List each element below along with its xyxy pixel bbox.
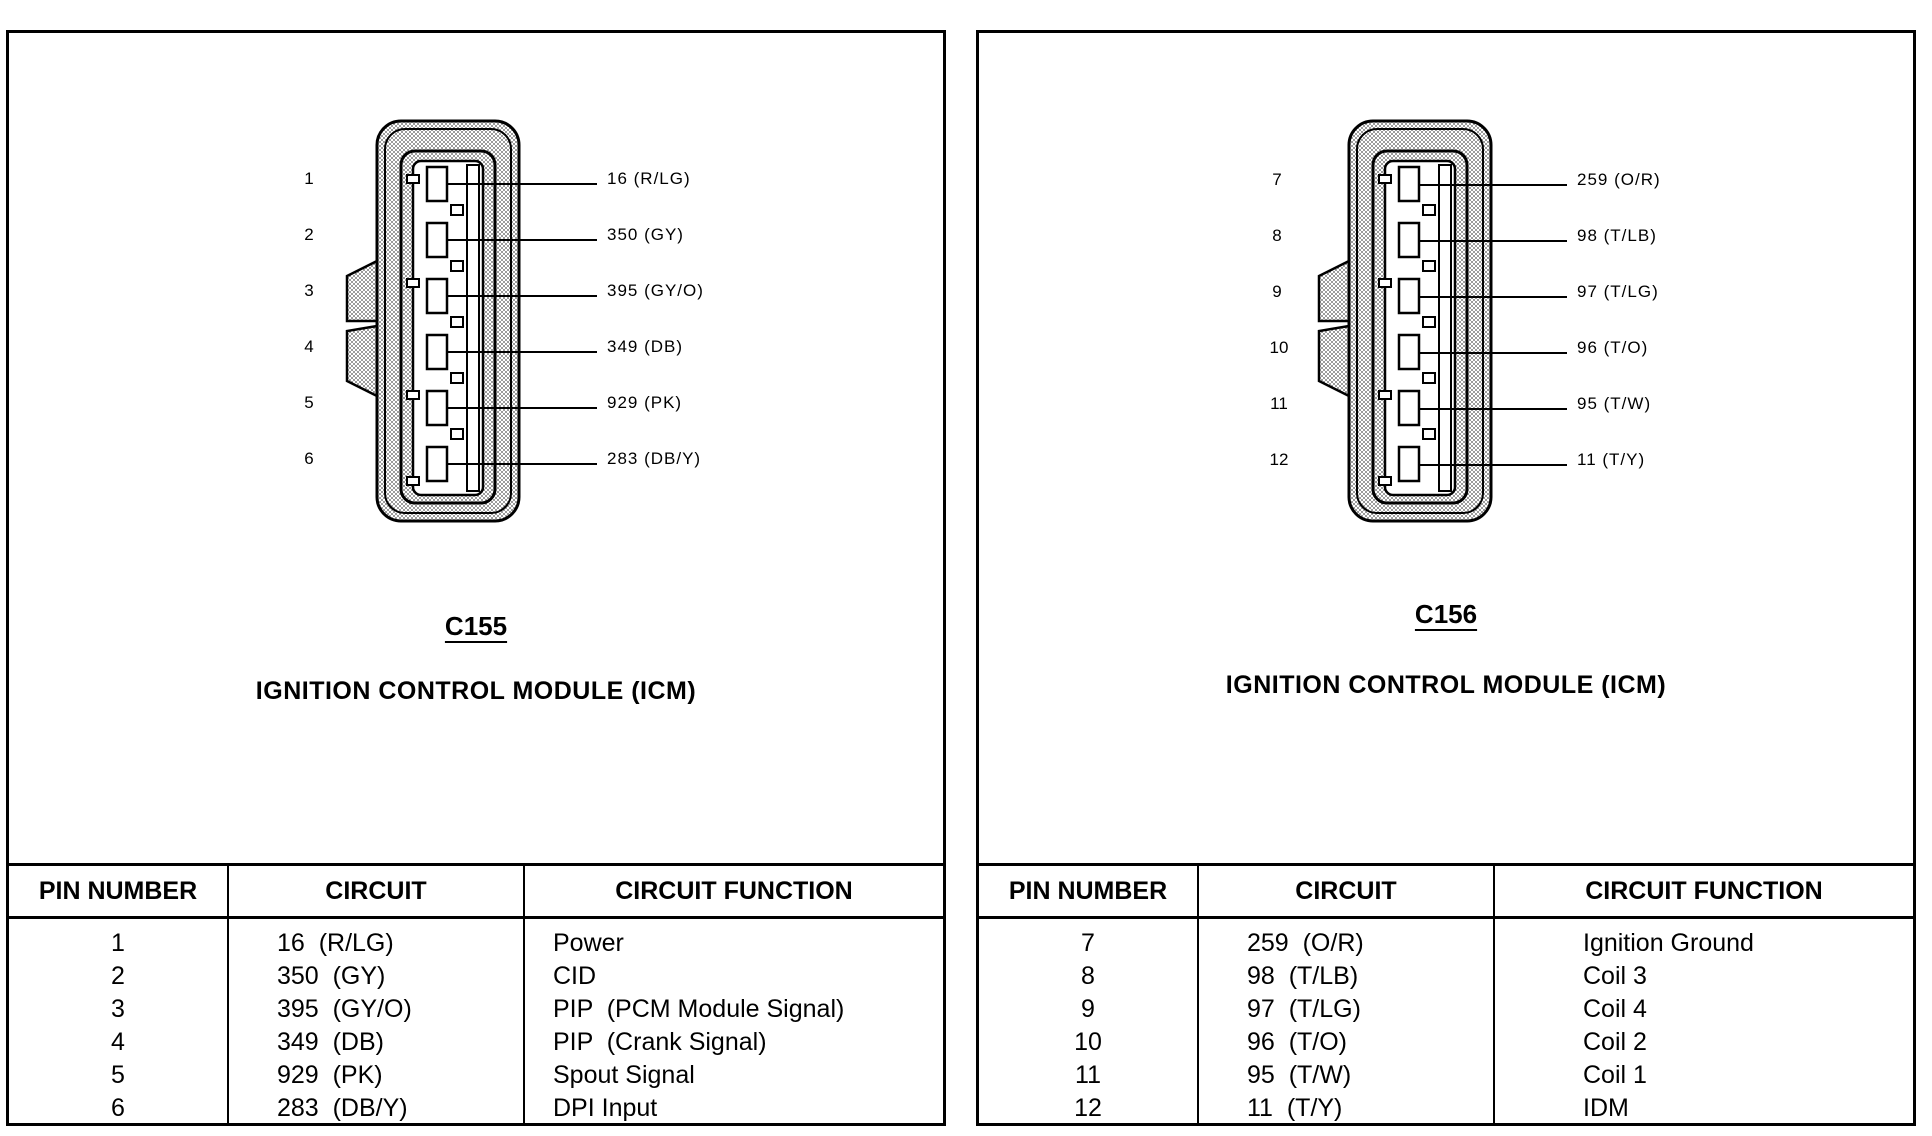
table-cell: 11 [1075, 1061, 1101, 1089]
wire-label: 97 (T/LG) [1577, 282, 1659, 301]
wire-label: 929 (PK) [607, 393, 683, 412]
table-cell: 7 [1081, 929, 1095, 957]
pin-number: 1 [304, 169, 314, 188]
wire-label: 283 (DB/Y) [607, 449, 702, 468]
column-header: CIRCUIT FUNCTION [524, 865, 943, 918]
table-cell: 16 (R/LG) [277, 929, 394, 957]
function-column [1494, 918, 1913, 1126]
table-cell: 349 (DB) [277, 1028, 384, 1056]
wire-label: 95 (T/W) [1577, 394, 1652, 413]
table-cell: Coil 1 [1583, 1061, 1647, 1089]
column-header: PIN NUMBER [979, 865, 1198, 918]
connector-panel-c156 [976, 30, 1916, 1126]
column-header: CIRCUIT [228, 865, 524, 918]
column-header: PIN NUMBER [9, 865, 228, 918]
connector-diagram-c155 [9, 33, 943, 863]
table-cell: 3 [111, 995, 125, 1023]
module-title: IGNITION CONTROL MODULE (ICM) [1225, 671, 1667, 699]
wire-label: 16 (R/LG) [607, 169, 691, 188]
table-cell: 283 (DB/Y) [277, 1094, 408, 1122]
pin-column [979, 918, 1198, 1126]
table-cell: Coil 2 [1583, 1028, 1647, 1056]
module-title: IGNITION CONTROL MODULE (ICM) [255, 677, 697, 705]
table-cell: 259 (O/R) [1247, 929, 1364, 957]
table-cell: 97 (T/LG) [1247, 995, 1361, 1023]
table-cell: 10 [1074, 1028, 1102, 1056]
connector-panel-c155 [6, 30, 946, 1126]
pin-table-c156 [979, 863, 1913, 1125]
table-cell: DPI Input [553, 1094, 658, 1122]
table-cell: PIP (Crank Signal) [553, 1028, 767, 1056]
connector-diagram-c156 [979, 33, 1913, 863]
table-cell: 98 (T/LB) [1247, 962, 1359, 990]
table-body [9, 918, 943, 1126]
wire-label: 395 (GY/O) [607, 281, 704, 300]
function-column [524, 918, 943, 1126]
table-header-row [9, 865, 943, 918]
table-cell: CID [553, 962, 597, 990]
table-body [979, 918, 1913, 1126]
table-cell: PIP (PCM Module Signal) [553, 995, 845, 1023]
table-header-row [979, 865, 1913, 918]
circuit-column [1198, 918, 1494, 1126]
table-cell: 9 [1081, 995, 1095, 1023]
connector-label: C156 [1414, 599, 1478, 629]
table-cell: Spout Signal [553, 1061, 695, 1089]
table-cell: 1 [111, 929, 125, 957]
wire-label: 98 (T/LB) [1577, 226, 1657, 245]
pin-number: 7 [1272, 170, 1282, 189]
wire-label: 96 (T/O) [1577, 338, 1649, 357]
pin-number: 3 [304, 281, 314, 300]
table-cell: Ignition Ground [1583, 929, 1754, 957]
connector-body [1319, 121, 1491, 521]
column-header: CIRCUIT [1198, 865, 1494, 918]
table-cell: 12 [1074, 1094, 1102, 1122]
table-cell: Power [553, 929, 624, 957]
pin-table-c155 [9, 863, 943, 1125]
wire-label: 259 (O/R) [1577, 170, 1661, 189]
wire-label: 11 (T/Y) [1577, 450, 1646, 469]
pin-number: 6 [304, 449, 314, 468]
table-cell: 5 [111, 1061, 125, 1089]
wire-label: 349 (DB) [607, 337, 684, 356]
pin-number: 12 [1269, 450, 1289, 469]
table-cell: 2 [111, 962, 125, 990]
table-cell: IDM [1583, 1094, 1629, 1122]
table-cell: Coil 3 [1583, 962, 1647, 990]
wire-label: 350 (GY) [607, 225, 684, 244]
table-cell: 929 (PK) [277, 1061, 383, 1089]
pin-number: 5 [304, 393, 314, 412]
table-cell: 8 [1081, 962, 1095, 990]
table-cell: 96 (T/O) [1247, 1028, 1348, 1056]
table-cell: Coil 4 [1583, 995, 1647, 1023]
pin-number: 10 [1269, 338, 1289, 357]
pin-number: 11 [1270, 394, 1288, 413]
circuit-column [228, 918, 524, 1126]
table-cell: 11 (T/Y) [1247, 1094, 1343, 1122]
connector-label: C155 [444, 611, 508, 641]
table-cell: 6 [111, 1094, 125, 1122]
table-cell: 4 [111, 1028, 125, 1056]
pin-number: 4 [304, 337, 314, 356]
connector-body [347, 121, 519, 521]
table-cell: 95 (T/W) [1247, 1061, 1352, 1089]
pin-number: 9 [1272, 282, 1282, 301]
pin-column [9, 918, 228, 1126]
pin-number: 8 [1272, 226, 1282, 245]
pin-number: 2 [304, 225, 314, 244]
table-cell: 350 (GY) [277, 962, 386, 990]
table-cell: 395 (GY/O) [277, 995, 412, 1023]
column-header: CIRCUIT FUNCTION [1494, 865, 1913, 918]
